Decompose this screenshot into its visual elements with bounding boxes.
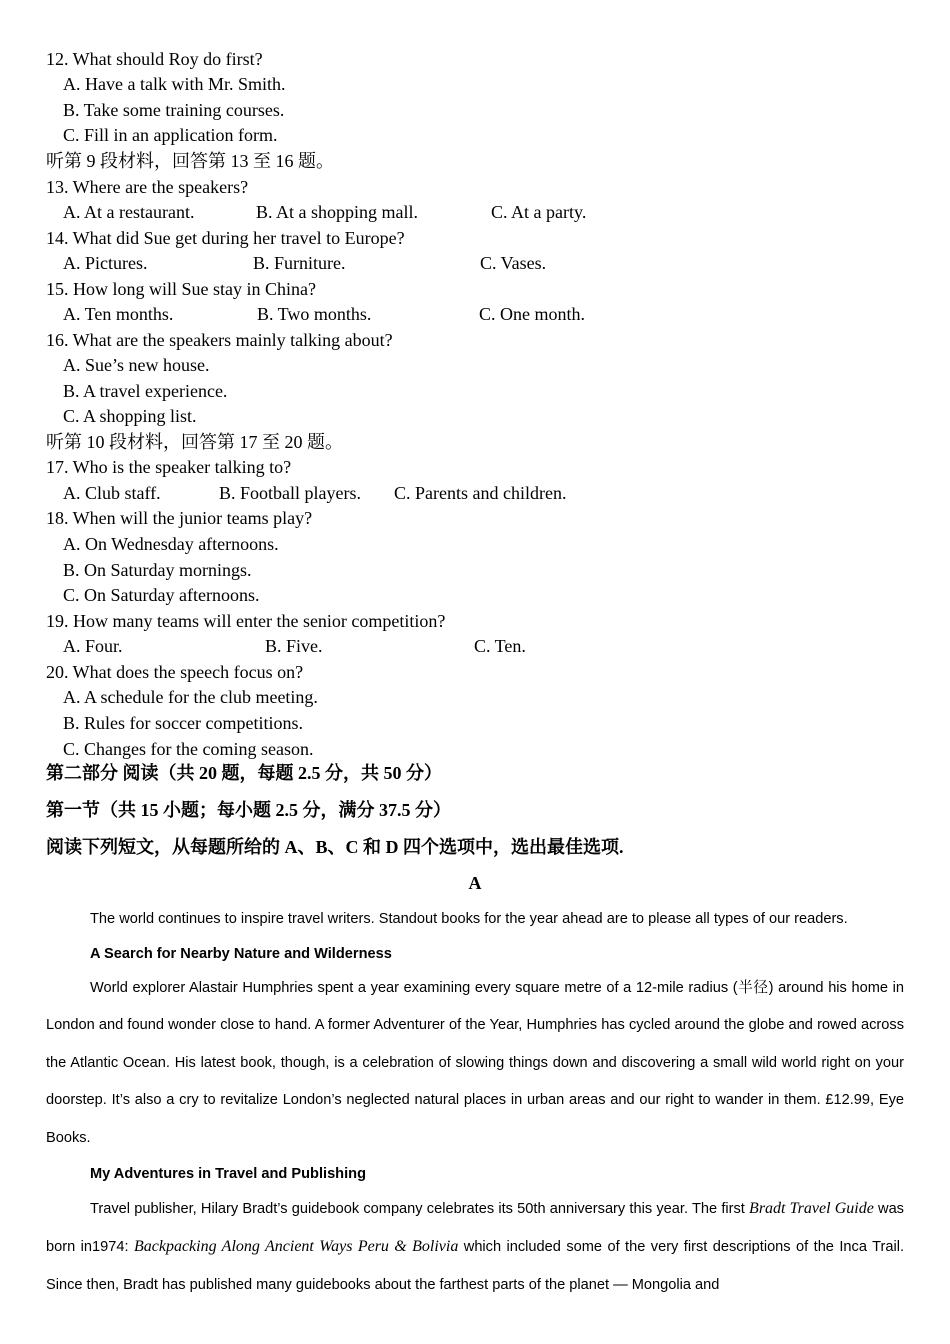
option-17a: A. Club staff. (63, 483, 161, 503)
option-18c: C. On Saturday afternoons. (63, 585, 260, 605)
book-2-title: My Adventures in Travel and Publishing (90, 1166, 366, 1182)
question-17: 17. Who is the speaker talking to? (46, 457, 292, 477)
book-2-series-title: Bradt Travel Guide (749, 1200, 874, 1217)
question-13: 13. Where are the speakers? (46, 177, 249, 197)
option-12a: A. Have a talk with Mr. Smith. (63, 74, 286, 94)
question-19: 19. How many teams will enter the senior competition? (46, 611, 446, 631)
option-16a: A. Sue’s new house. (63, 355, 210, 375)
option-12c: C. Fill in an application form. (63, 125, 278, 145)
option-20b: B. Rules for soccer competitions. (63, 713, 303, 733)
option-20c: C. Changes for the coming season. (63, 739, 314, 759)
option-16b: B. A travel experience. (63, 381, 228, 401)
option-19b: B. Five. (265, 636, 323, 656)
book-2-text-2: was born in1974: (46, 1201, 904, 1256)
question-16: 16. What are the speakers mainly talking about? (46, 330, 393, 350)
passage-letter: A (468, 873, 482, 893)
book-1-title: A Search for Nearby Nature and Wilderness (90, 946, 392, 962)
book-1-description: World explorer Alastair Humphries spent a year examining every square metre of a 12-mile radius (半径) around his home in London and found wonder close to hand. A former Adventurer of the Year, Humphries has cycled around the globe and rowed across the Atlantic Ocean. His latest book, though, is a celebration of slowing things down and discovering a small wild world right on your doorstep. It’s also a cry to revitalize London’s neglected natural places in urban areas and our right to wander in them. £12.99, Eye Books. (46, 980, 904, 1146)
book-2-text-3: which included some of the very first descriptions of the Inca Trail. Since then, Bradt has published many guidebooks about the farthest parts of the planet — Mongolia and (46, 1239, 905, 1293)
book-2-text-1: Travel publisher, Hilary Bradt’s guidebook company celebrates its 50th anniversary this year. The first (90, 1201, 750, 1217)
option-16c: C. A shopping list. (63, 406, 197, 426)
option-14a: A. Pictures. (63, 253, 148, 273)
option-15c: C. One month. (479, 304, 585, 324)
option-18b: B. On Saturday mornings. (63, 560, 252, 580)
option-13b: B. At a shopping mall. (256, 202, 418, 222)
option-13a: A. At a restaurant. (63, 202, 195, 222)
question-20: 20. What does the speech focus on? (46, 662, 304, 682)
question-15: 15. How long will Sue stay in China? (46, 279, 316, 299)
reading-instruction: 阅读下列短文，从每题所给的 A、B、C 和 D 四个选项中，选出最佳选项. (46, 837, 624, 857)
passage-intro: The world continues to inspire travel writers. Standout books for the year ahead are to please all types of our readers. (90, 911, 848, 927)
option-15b: B. Two months. (257, 304, 372, 324)
option-14b: B. Furniture. (253, 253, 346, 273)
section-1-heading: 第一节（共 15 小题；每小题 2.5 分，满分 37.5 分） (46, 800, 451, 820)
option-13c: C. At a party. (491, 202, 587, 222)
question-14: 14. What did Sue get during her travel to Europe? (46, 228, 405, 248)
question-18: 18. When will the junior teams play? (46, 508, 313, 528)
option-17c: C. Parents and children. (394, 483, 567, 503)
section-10-instruction: 听第 10 段材料，回答第 17 至 20 题。 (46, 432, 343, 452)
section-9-instruction: 听第 9 段材料，回答第 13 至 16 题。 (46, 151, 334, 171)
option-18a: A. On Wednesday afternoons. (63, 534, 279, 554)
option-19a: A. Four. (63, 636, 123, 656)
option-19c: C. Ten. (474, 636, 526, 656)
option-14c: C. Vases. (480, 253, 547, 273)
book-2-first-guide-title: Backpacking Along Ancient Ways Peru & Bolivia (133, 1238, 459, 1256)
option-20a: A. A schedule for the club meeting. (63, 687, 318, 707)
book-2-description (46, 1190, 904, 1304)
option-12b: B. Take some training courses. (63, 100, 285, 120)
option-17b: B. Football players. (219, 483, 361, 503)
part-2-heading: 第二部分 阅读（共 20 题，每题 2.5 分，共 50 分） (46, 763, 442, 783)
option-15a: A. Ten months. (63, 304, 174, 324)
question-12: 12. What should Roy do first? (46, 49, 263, 69)
